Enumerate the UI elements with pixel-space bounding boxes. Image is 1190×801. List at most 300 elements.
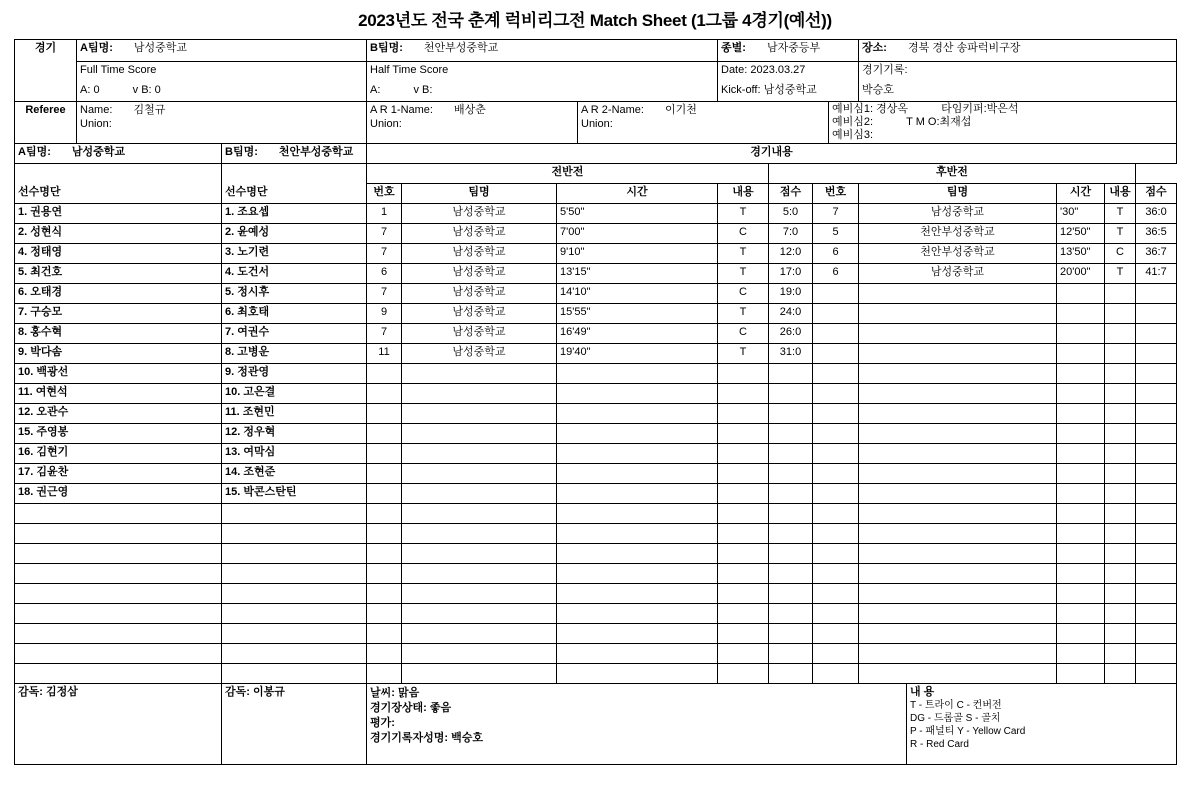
fh-team: [402, 404, 557, 424]
match-date: Date: 2023.03.27: [718, 62, 859, 82]
fh-detail: [718, 564, 769, 584]
fh-score: [769, 404, 813, 424]
fh-team: 남성중학교: [402, 304, 557, 324]
sh-detail: [1105, 544, 1136, 564]
fh-detail: [718, 524, 769, 544]
a-player-name: 9. 박다솜: [15, 344, 222, 364]
fh-detail: T: [718, 344, 769, 364]
b-coach: 감독: 이봉규: [222, 684, 367, 765]
sh-time: [1057, 604, 1105, 624]
b-roster-list-header: 선수명단: [222, 184, 367, 204]
a-player-name: 4. 정태영: [15, 244, 222, 264]
sh-team: 남성중학교: [859, 204, 1057, 224]
fh-detail: [718, 504, 769, 524]
officials-line-2: [832, 116, 1173, 129]
table-row: [15, 484, 1177, 504]
timekeeper: 타임키퍼:박은석: [941, 103, 1019, 115]
fh-time: [557, 404, 718, 424]
sh-time: [1057, 404, 1105, 424]
sh-score: [1136, 484, 1177, 504]
b-player-name: [222, 564, 367, 584]
sh-number: [813, 624, 859, 644]
table-row: [15, 664, 1177, 684]
sh-team: [859, 344, 1057, 364]
kickoff-value: Kick-off: 남성중학교: [718, 82, 859, 102]
fh-number: [367, 564, 402, 584]
fh-time: 19'40": [557, 344, 718, 364]
table-row: [15, 524, 1177, 544]
sh-number: [813, 504, 859, 524]
full-time-b: v B: 0: [132, 83, 161, 96]
sh-team: 남성중학교: [859, 264, 1057, 284]
fh-score: [769, 504, 813, 524]
table-row: [15, 424, 1177, 444]
half-time-score-values: [367, 82, 718, 102]
fh-score: [769, 604, 813, 624]
sh-time: [1057, 664, 1105, 684]
full-time-score-label: Full Time Score: [77, 62, 367, 82]
b-player-name: [222, 644, 367, 664]
sh-score: [1136, 284, 1177, 304]
fh-detail: [718, 424, 769, 444]
sh-team: 천안부성중학교: [859, 224, 1057, 244]
sh-number: [813, 344, 859, 364]
fh-number: [367, 384, 402, 404]
sh-team: [859, 364, 1057, 384]
a-player-name: [15, 644, 222, 664]
sh-number: [813, 484, 859, 504]
referee-cell: [77, 102, 367, 144]
sh-score: 36:0: [1136, 204, 1177, 224]
ar2-union-label: Union:: [581, 118, 613, 130]
ar1-union-label: Union:: [370, 118, 402, 130]
b-player-name: 2. 윤예성: [222, 224, 367, 244]
fh-team: 남성중학교: [402, 244, 557, 264]
sh-time: [1057, 484, 1105, 504]
fh-detail: [718, 664, 769, 684]
half-time-score-label: Half Time Score: [367, 62, 718, 82]
a-player-name: [15, 604, 222, 624]
sh-number: [813, 284, 859, 304]
fh-detail: C: [718, 284, 769, 304]
fh-team: [402, 604, 557, 624]
a-player-name: 6. 오태경: [15, 284, 222, 304]
sh-detail: [1105, 504, 1136, 524]
fh-time: [557, 564, 718, 584]
fh-score: [769, 644, 813, 664]
fh-score: [769, 444, 813, 464]
sh-number: [813, 364, 859, 384]
fh-col-time: 시간: [557, 184, 718, 204]
fh-score: 19:0: [769, 284, 813, 304]
table-row: [15, 604, 1177, 624]
sh-number: [813, 324, 859, 344]
a-team-cell: [77, 40, 367, 62]
sh-detail: [1105, 404, 1136, 424]
fh-score: 31:0: [769, 344, 813, 364]
fh-detail: [718, 384, 769, 404]
b-player-name: 9. 정관영: [222, 364, 367, 384]
fh-team: [402, 364, 557, 384]
sh-team: [859, 304, 1057, 324]
fh-detail: T: [718, 304, 769, 324]
venue-label: 장소:: [862, 42, 887, 54]
fh-number: 7: [367, 324, 402, 344]
referee-name-line: [80, 103, 363, 117]
sh-time: [1057, 644, 1105, 664]
sh-detail: T: [1105, 264, 1136, 284]
fh-time: [557, 584, 718, 604]
roster-a-team: 남성중학교: [71, 146, 126, 158]
fh-team: 남성중학교: [402, 224, 557, 244]
a-player-name: [15, 664, 222, 684]
fh-detail: [718, 624, 769, 644]
fh-detail: C: [718, 224, 769, 244]
fh-detail: [718, 464, 769, 484]
sh-time: [1057, 284, 1105, 304]
b-player-name: 8. 고병운: [222, 344, 367, 364]
ar1-label: A R 1-Name:: [370, 104, 433, 116]
a-team-label: A팀명:: [80, 42, 113, 54]
fh-team: [402, 644, 557, 664]
table-row: [15, 364, 1177, 384]
sh-score: [1136, 564, 1177, 584]
ar2-name: 이기천: [665, 104, 697, 116]
sh-team: 천안부성중학교: [859, 244, 1057, 264]
half-time-b: v B:: [413, 83, 433, 96]
fh-team: [402, 444, 557, 464]
fh-col-score: 점수: [769, 184, 813, 204]
roster-b-spacer: [222, 164, 367, 184]
sh-number: [813, 304, 859, 324]
fh-team: [402, 504, 557, 524]
sh-number: [813, 384, 859, 404]
sh-number: [813, 464, 859, 484]
fh-time: 13'15": [557, 264, 718, 284]
column-header-row: [15, 184, 1177, 204]
sh-time: 13'50": [1057, 244, 1105, 264]
first-half-header: 전반전: [367, 164, 769, 184]
fh-score: [769, 624, 813, 644]
fh-time: [557, 624, 718, 644]
sh-detail: [1105, 444, 1136, 464]
b-player-name: [222, 624, 367, 644]
sh-detail: [1105, 464, 1136, 484]
a-player-name: 11. 여현석: [15, 384, 222, 404]
fh-team: [402, 664, 557, 684]
b-player-name: 5. 정시후: [222, 284, 367, 304]
sh-time: [1057, 564, 1105, 584]
roster-a-team-cell: [15, 144, 222, 164]
table-row: [15, 544, 1177, 564]
fh-detail: [718, 484, 769, 504]
sh-score: [1136, 404, 1177, 424]
fh-number: [367, 544, 402, 564]
sh-score: [1136, 604, 1177, 624]
sh-score: [1136, 504, 1177, 524]
sh-time: [1057, 544, 1105, 564]
fh-score: 24:0: [769, 304, 813, 324]
sh-number: [813, 524, 859, 544]
fh-score: [769, 364, 813, 384]
fh-time: 16'49": [557, 324, 718, 344]
b-player-name: [222, 544, 367, 564]
fh-time: [557, 504, 718, 524]
sh-time: [1057, 304, 1105, 324]
venue-value: 경북 경산 송파럭비구장: [907, 42, 1021, 54]
fh-time: [557, 364, 718, 384]
fh-number: 11: [367, 344, 402, 364]
venue-cell: [859, 40, 1177, 62]
a-coach: 감독: 김정삼: [15, 684, 222, 765]
fh-detail: T: [718, 204, 769, 224]
table-row: [15, 324, 1177, 344]
sh-score: [1136, 524, 1177, 544]
sh-detail: [1105, 644, 1136, 664]
a-player-name: 12. 오관수: [15, 404, 222, 424]
sh-number: [813, 424, 859, 444]
content-title: 경기내용: [367, 144, 1177, 164]
fh-score: [769, 464, 813, 484]
roster-a-label: A팀명:: [18, 146, 51, 158]
sh-time: [1057, 344, 1105, 364]
sh-time: [1057, 364, 1105, 384]
fh-detail: T: [718, 244, 769, 264]
fh-score: [769, 544, 813, 564]
sh-number: [813, 604, 859, 624]
table-row: [15, 384, 1177, 404]
sh-score: 36:5: [1136, 224, 1177, 244]
fh-time: [557, 544, 718, 564]
sh-team: [859, 664, 1057, 684]
sh-score: [1136, 544, 1177, 564]
fh-number: 7: [367, 244, 402, 264]
a-player-name: [15, 524, 222, 544]
sh-team: [859, 544, 1057, 564]
sh-team: [859, 484, 1057, 504]
division-label: 종별:: [721, 42, 746, 54]
fh-number: [367, 484, 402, 504]
b-player-name: 12. 정우혁: [222, 424, 367, 444]
division-cell: [718, 40, 859, 62]
fh-time: [557, 604, 718, 624]
sh-detail: [1105, 384, 1136, 404]
fh-detail: [718, 604, 769, 624]
fh-time: 15'55": [557, 304, 718, 324]
sh-team: [859, 644, 1057, 664]
roster-b-team: 천안부성중학교: [278, 146, 354, 158]
b-player-name: [222, 584, 367, 604]
roster-b-label: B팀명:: [225, 146, 258, 158]
fh-number: [367, 504, 402, 524]
fh-number: 7: [367, 224, 402, 244]
sh-score: [1136, 664, 1177, 684]
fh-number: [367, 524, 402, 544]
sh-time: 20'00": [1057, 264, 1105, 284]
table-row: [15, 344, 1177, 364]
sh-number: [813, 644, 859, 664]
fh-number: [367, 464, 402, 484]
sh-detail: [1105, 564, 1136, 584]
a-player-name: 5. 최건호: [15, 264, 222, 284]
header-row-score-values: [15, 82, 1177, 102]
fh-time: [557, 664, 718, 684]
sh-detail: [1105, 584, 1136, 604]
a-player-name: [15, 624, 222, 644]
sh-time: [1057, 464, 1105, 484]
sh-number: 6: [813, 244, 859, 264]
b-team-label: B팀명:: [370, 42, 403, 54]
sh-team: [859, 444, 1057, 464]
fh-score: 12:0: [769, 244, 813, 264]
b-player-name: 6. 최호태: [222, 304, 367, 324]
roster-b-team-cell: [222, 144, 367, 164]
table-row: [15, 204, 1177, 224]
sh-number: 6: [813, 264, 859, 284]
sh-team: [859, 404, 1057, 424]
a-player-name: [15, 564, 222, 584]
fh-number: [367, 364, 402, 384]
fh-detail: C: [718, 324, 769, 344]
sh-time: [1057, 424, 1105, 444]
table-row: [15, 224, 1177, 244]
a-player-name: 7. 구승모: [15, 304, 222, 324]
fh-time: [557, 524, 718, 544]
fh-time: [557, 424, 718, 444]
match-label: 경기: [15, 40, 77, 102]
tmo: T M O:최재섭: [906, 116, 972, 128]
fh-number: [367, 584, 402, 604]
fh-time: [557, 384, 718, 404]
sh-score: [1136, 344, 1177, 364]
table-row: [15, 564, 1177, 584]
fh-time: 5'50": [557, 204, 718, 224]
fh-col-number: 번호: [367, 184, 402, 204]
sh-detail: [1105, 324, 1136, 344]
fh-score: [769, 584, 813, 604]
record-label: 경기기록:: [859, 62, 1177, 82]
sh-score: [1136, 464, 1177, 484]
sh-number: [813, 584, 859, 604]
b-player-name: [222, 504, 367, 524]
sh-score: [1136, 384, 1177, 404]
table-row: [15, 584, 1177, 604]
table-row: [15, 624, 1177, 644]
a-player-name: 15. 주영봉: [15, 424, 222, 444]
sh-team: [859, 584, 1057, 604]
fh-detail: T: [718, 264, 769, 284]
sh-time: [1057, 324, 1105, 344]
sh-team: [859, 524, 1057, 544]
sh-time: [1057, 584, 1105, 604]
fh-score: [769, 524, 813, 544]
fh-number: 1: [367, 204, 402, 224]
sh-score: [1136, 424, 1177, 444]
b-player-name: 1. 조요셉: [222, 204, 367, 224]
full-time-a: A: 0: [80, 83, 100, 96]
sh-time: 12'50": [1057, 224, 1105, 244]
page-title: 2023년도 전국 춘계 럭비리그전 Match Sheet (1그룹 4경기(예선)): [358, 11, 832, 30]
sh-score: [1136, 324, 1177, 344]
legend-line-4: R - Red Card: [910, 739, 969, 750]
ground-condition: 경기장상태: 좋음: [370, 702, 452, 714]
a-player-name: 2. 성현식: [15, 224, 222, 244]
fh-team: 남성중학교: [402, 344, 557, 364]
ar2-name-line: [581, 103, 825, 117]
fh-team: [402, 524, 557, 544]
sh-score: [1136, 644, 1177, 664]
fh-team: 남성중학교: [402, 324, 557, 344]
sh-detail: C: [1105, 244, 1136, 264]
fh-time: [557, 644, 718, 664]
fh-col-team: 팀명: [402, 184, 557, 204]
referee-row: [15, 102, 1177, 144]
fh-detail: [718, 444, 769, 464]
sh-detail: T: [1105, 204, 1136, 224]
a-player-name: 1. 권용연: [15, 204, 222, 224]
fh-number: 6: [367, 264, 402, 284]
sh-team: [859, 504, 1057, 524]
fh-number: [367, 664, 402, 684]
fh-time: 7'00": [557, 224, 718, 244]
sh-col-time: 시간: [1057, 184, 1105, 204]
legend-line-2: DG - 드롭골 S - 골치: [910, 713, 1001, 724]
fh-number: 7: [367, 284, 402, 304]
b-player-name: 3. 노기련: [222, 244, 367, 264]
reserve-referee-2: 예비심2:: [832, 116, 874, 128]
table-row: [15, 304, 1177, 324]
b-player-name: 14. 조현준: [222, 464, 367, 484]
sh-time: [1057, 384, 1105, 404]
fh-team: [402, 464, 557, 484]
sh-detail: T: [1105, 224, 1136, 244]
a-player-name: [15, 544, 222, 564]
sh-team: [859, 564, 1057, 584]
fh-col-detail: 내용: [718, 184, 769, 204]
fh-team: [402, 424, 557, 444]
a-player-name: 18. 권근영: [15, 484, 222, 504]
sh-detail: [1105, 424, 1136, 444]
header-row-teams: [15, 40, 1177, 62]
sh-number: [813, 664, 859, 684]
sh-score: [1136, 444, 1177, 464]
a-player-name: 16. 김현기: [15, 444, 222, 464]
b-player-name: [222, 524, 367, 544]
b-player-name: 7. 여권수: [222, 324, 367, 344]
sh-score: [1136, 584, 1177, 604]
b-player-name: 10. 고은결: [222, 384, 367, 404]
a-player-name: [15, 504, 222, 524]
table-row: [15, 284, 1177, 304]
table-row: [15, 264, 1177, 284]
sh-detail: [1105, 524, 1136, 544]
full-time-score-values: [77, 82, 367, 102]
fh-team: [402, 584, 557, 604]
fh-team: [402, 384, 557, 404]
a-player-name: 8. 홍수혁: [15, 324, 222, 344]
table-row: [15, 404, 1177, 424]
sh-score: 36:7: [1136, 244, 1177, 264]
fh-score: [769, 424, 813, 444]
match-body: [15, 204, 1177, 684]
sh-team: [859, 604, 1057, 624]
referee-label: Referee: [15, 102, 77, 144]
a-player-name: [15, 584, 222, 604]
second-half-header: 후반전: [769, 164, 1136, 184]
sh-team: [859, 424, 1057, 444]
referee-union-label: Union:: [80, 118, 112, 130]
fh-number: 9: [367, 304, 402, 324]
